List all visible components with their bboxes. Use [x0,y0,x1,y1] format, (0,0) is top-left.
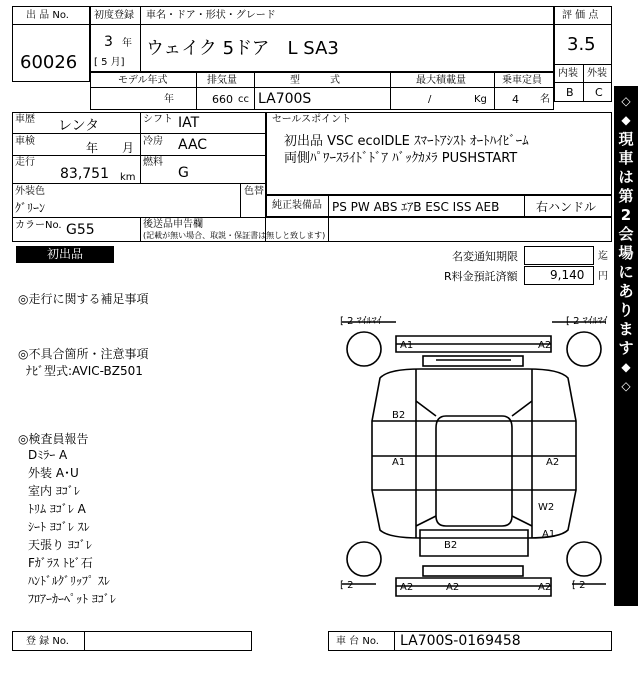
equipment-items: PS PW ABS ｴｱB ESC ISS AEB [332,200,500,214]
diagram-tag-top-right: [ 2 ﾏｲﾙﾏｲ [566,316,608,327]
inspector-line: ﾌﾛｱｰｶｰﾍﾟｯﾄ ﾖｺﾞﾚ [28,592,116,606]
sidebar-char: 場 [618,244,634,262]
inspection-label: 車検 [15,136,35,147]
transfer-deadline-unit: 迄 [598,251,608,262]
shift-label: シフト [143,114,173,125]
mileage-label: 走行 [15,157,35,168]
color-no: G55 [66,222,95,238]
mark-rear: B2 [444,540,458,551]
supplement-label: ◎走行に関する補足事項 [18,292,149,306]
chassis-label: 車 台 No. [336,636,379,647]
sidebar-char: ま [618,320,634,338]
sidebar-char: ◆ [621,113,631,127]
venue-notice-bar [614,86,638,606]
wheel-rear-right [567,542,601,576]
reg-no-label: 登 録 No. [26,636,69,647]
lot-no: 60026 [20,52,78,73]
sidebar-char: り [618,301,634,319]
score-label: 評 価 点 [562,10,599,21]
mark-hood: B2 [392,410,406,421]
chassis-no: LA700S-0169458 [400,633,521,649]
mileage-unit: km [120,172,136,183]
max-load-slash: / [428,94,432,105]
sidebar-char: す [618,339,634,357]
mark-left-door: A1 [392,457,406,468]
sidebar-char: ◆ [621,360,631,374]
post-doc-note: (記載が無い場合、取説・保証書は無しと致します) [143,231,326,240]
sidebar-char: 車 [618,149,634,167]
transfer-deadline-field [524,246,594,265]
roof [436,416,512,526]
mark-rear-bumper-left: A2 [400,582,414,593]
history: レンタ [58,118,100,134]
first-reg-year: 3 [104,34,113,50]
fuel-label: 燃料 [143,157,163,168]
score: 3.5 [567,34,596,55]
mark-rear-bumper-right: A2 [538,582,552,593]
capacity-label: 乗車定員 [502,75,542,86]
rear-hatch [420,530,528,556]
sidebar-char: に [618,263,634,281]
mark-right-door: A2 [546,457,560,468]
mark-front-right: A2 [538,340,552,351]
sidebar-char: ◇ [621,94,631,108]
inspector-line: Dﾐﾗｰ A [28,448,68,462]
first-reg-month: [ 5 月] [94,57,125,68]
sidebar-char: 2 [620,206,632,224]
recycle-fee-label: R料金預託済額 [444,270,518,283]
sales-point-line2: 両側ﾊﾟﾜｰｽﾗｲﾄﾞﾄﾞｱ ﾊﾞｯｸｶﾒﾗ PUSHSTART [284,151,518,166]
sidebar-char: 会 [618,225,634,243]
cooler-label: 冷房 [143,136,163,147]
cooler: AAC [178,137,208,153]
inspector-line: 外装 A･U [28,466,79,480]
capacity: 4 [512,93,519,106]
model-year-unit: 年 [164,94,174,105]
damage-diagram [336,316,612,626]
history-label: 車歴 [15,114,35,125]
equipment-label: 純正装備品 [272,200,322,211]
sidebar-char: 現 [618,130,634,148]
exterior-label: 外装 [587,68,607,79]
sidebar-char: 第 [618,187,634,205]
displacement-label: 排気量 [207,75,237,86]
inspector-label: ◎検査員報告 [18,432,89,446]
color-change-label: 色替 [244,186,264,197]
transfer-deadline-label: 名変通知期限 [452,250,518,263]
diagram-tag-bottom-left: [ 2 [340,580,354,591]
fuel: G [178,165,189,181]
inspection-month-unit: 月 [122,141,135,155]
inspector-line: Fｶﾞﾗｽ ﾄﾋﾞ石 [28,556,93,570]
model-label: 型 式 [290,75,340,86]
inspector-line: 室内 ﾖｺﾞﾚ [28,484,80,498]
first-reg-label: 初度登録 [94,10,134,21]
inspector-line: ﾄﾘﾑ ﾖｺﾞﾚ A [28,502,86,516]
mark-front-left: A1 [400,340,414,351]
inspection-year-unit: 年 [86,141,99,155]
defects-label: ◎不具合箇所・注意事項 [18,347,149,361]
mileage: 83,751 [60,166,109,182]
displacement-unit: cc [238,94,249,105]
exterior-color: ｸﾞﾘｰﾝ [15,201,46,215]
post-doc-label: 後送品申告欄 [143,219,203,230]
mark-right-rear-a: A1 [542,529,556,540]
sidebar-char: ◇ [621,379,631,393]
car-name-label: 車名・ドア・形状・グレード [146,10,276,21]
sales-point-label: セールスポイント [272,114,352,125]
exterior-color-label: 外装色 [15,186,45,197]
diagram-tag-bottom-right: [ 2 [572,580,586,591]
mark-right-rear-w: W2 [538,502,555,513]
color-no-label: カラーNo. [15,220,62,231]
inspector-line: ﾊﾝﾄﾞﾙｸﾞﾘｯﾌﾟ ｽﾚ [28,574,110,588]
steering: 右ハンドル [536,200,597,214]
lot-no-label: 出 品 No. [26,10,69,21]
max-load-unit: Kg [474,94,487,105]
navi-model: ﾅﾋﾞ型式:AVIC-BZ501 [26,364,143,378]
model-code: LA700S [258,91,312,107]
first-listing-tab: 初出品 [16,246,114,263]
diagram-tag-top-left: [ 2 ﾏｲﾙﾏｲ [340,316,382,327]
inspector-line: ｼｰﾄ ﾖｺﾞﾚ ｽﾚ [28,520,90,534]
first-reg-year-unit: 年 [122,38,132,49]
interior-label: 内装 [558,68,578,79]
sidebar-char: は [618,168,634,186]
sidebar-char: あ [618,282,634,300]
sales-point-line1: 初出品 VSC ecoIDLE ｽﾏｰﾄｱｼｽﾄ ｵｰﾄﾊｲﾋﾞｰﾑ [284,134,529,149]
rear-bumper [396,578,551,596]
recycle-fee-unit: 円 [598,271,608,282]
wheel-rear-left [347,542,381,576]
displacement: 660 [212,93,233,106]
shift: IAT [178,115,200,131]
wheel-front-right [567,332,601,366]
wheel-front-left [347,332,381,366]
model-year-label: モデル年式 [118,75,168,86]
interior-grade: B [566,86,574,99]
exterior-grade: C [595,86,603,99]
mark-rear-bumper-mid: A2 [446,582,460,593]
recycle-fee-amount: 9,140 [550,268,585,282]
capacity-unit: 名 [540,94,550,105]
inspector-line: 天張り ﾖｺﾞﾚ [28,538,92,552]
max-load-label: 最大積載量 [416,75,466,86]
car-name: ウェイク 5ドア L SA3 [146,38,339,59]
